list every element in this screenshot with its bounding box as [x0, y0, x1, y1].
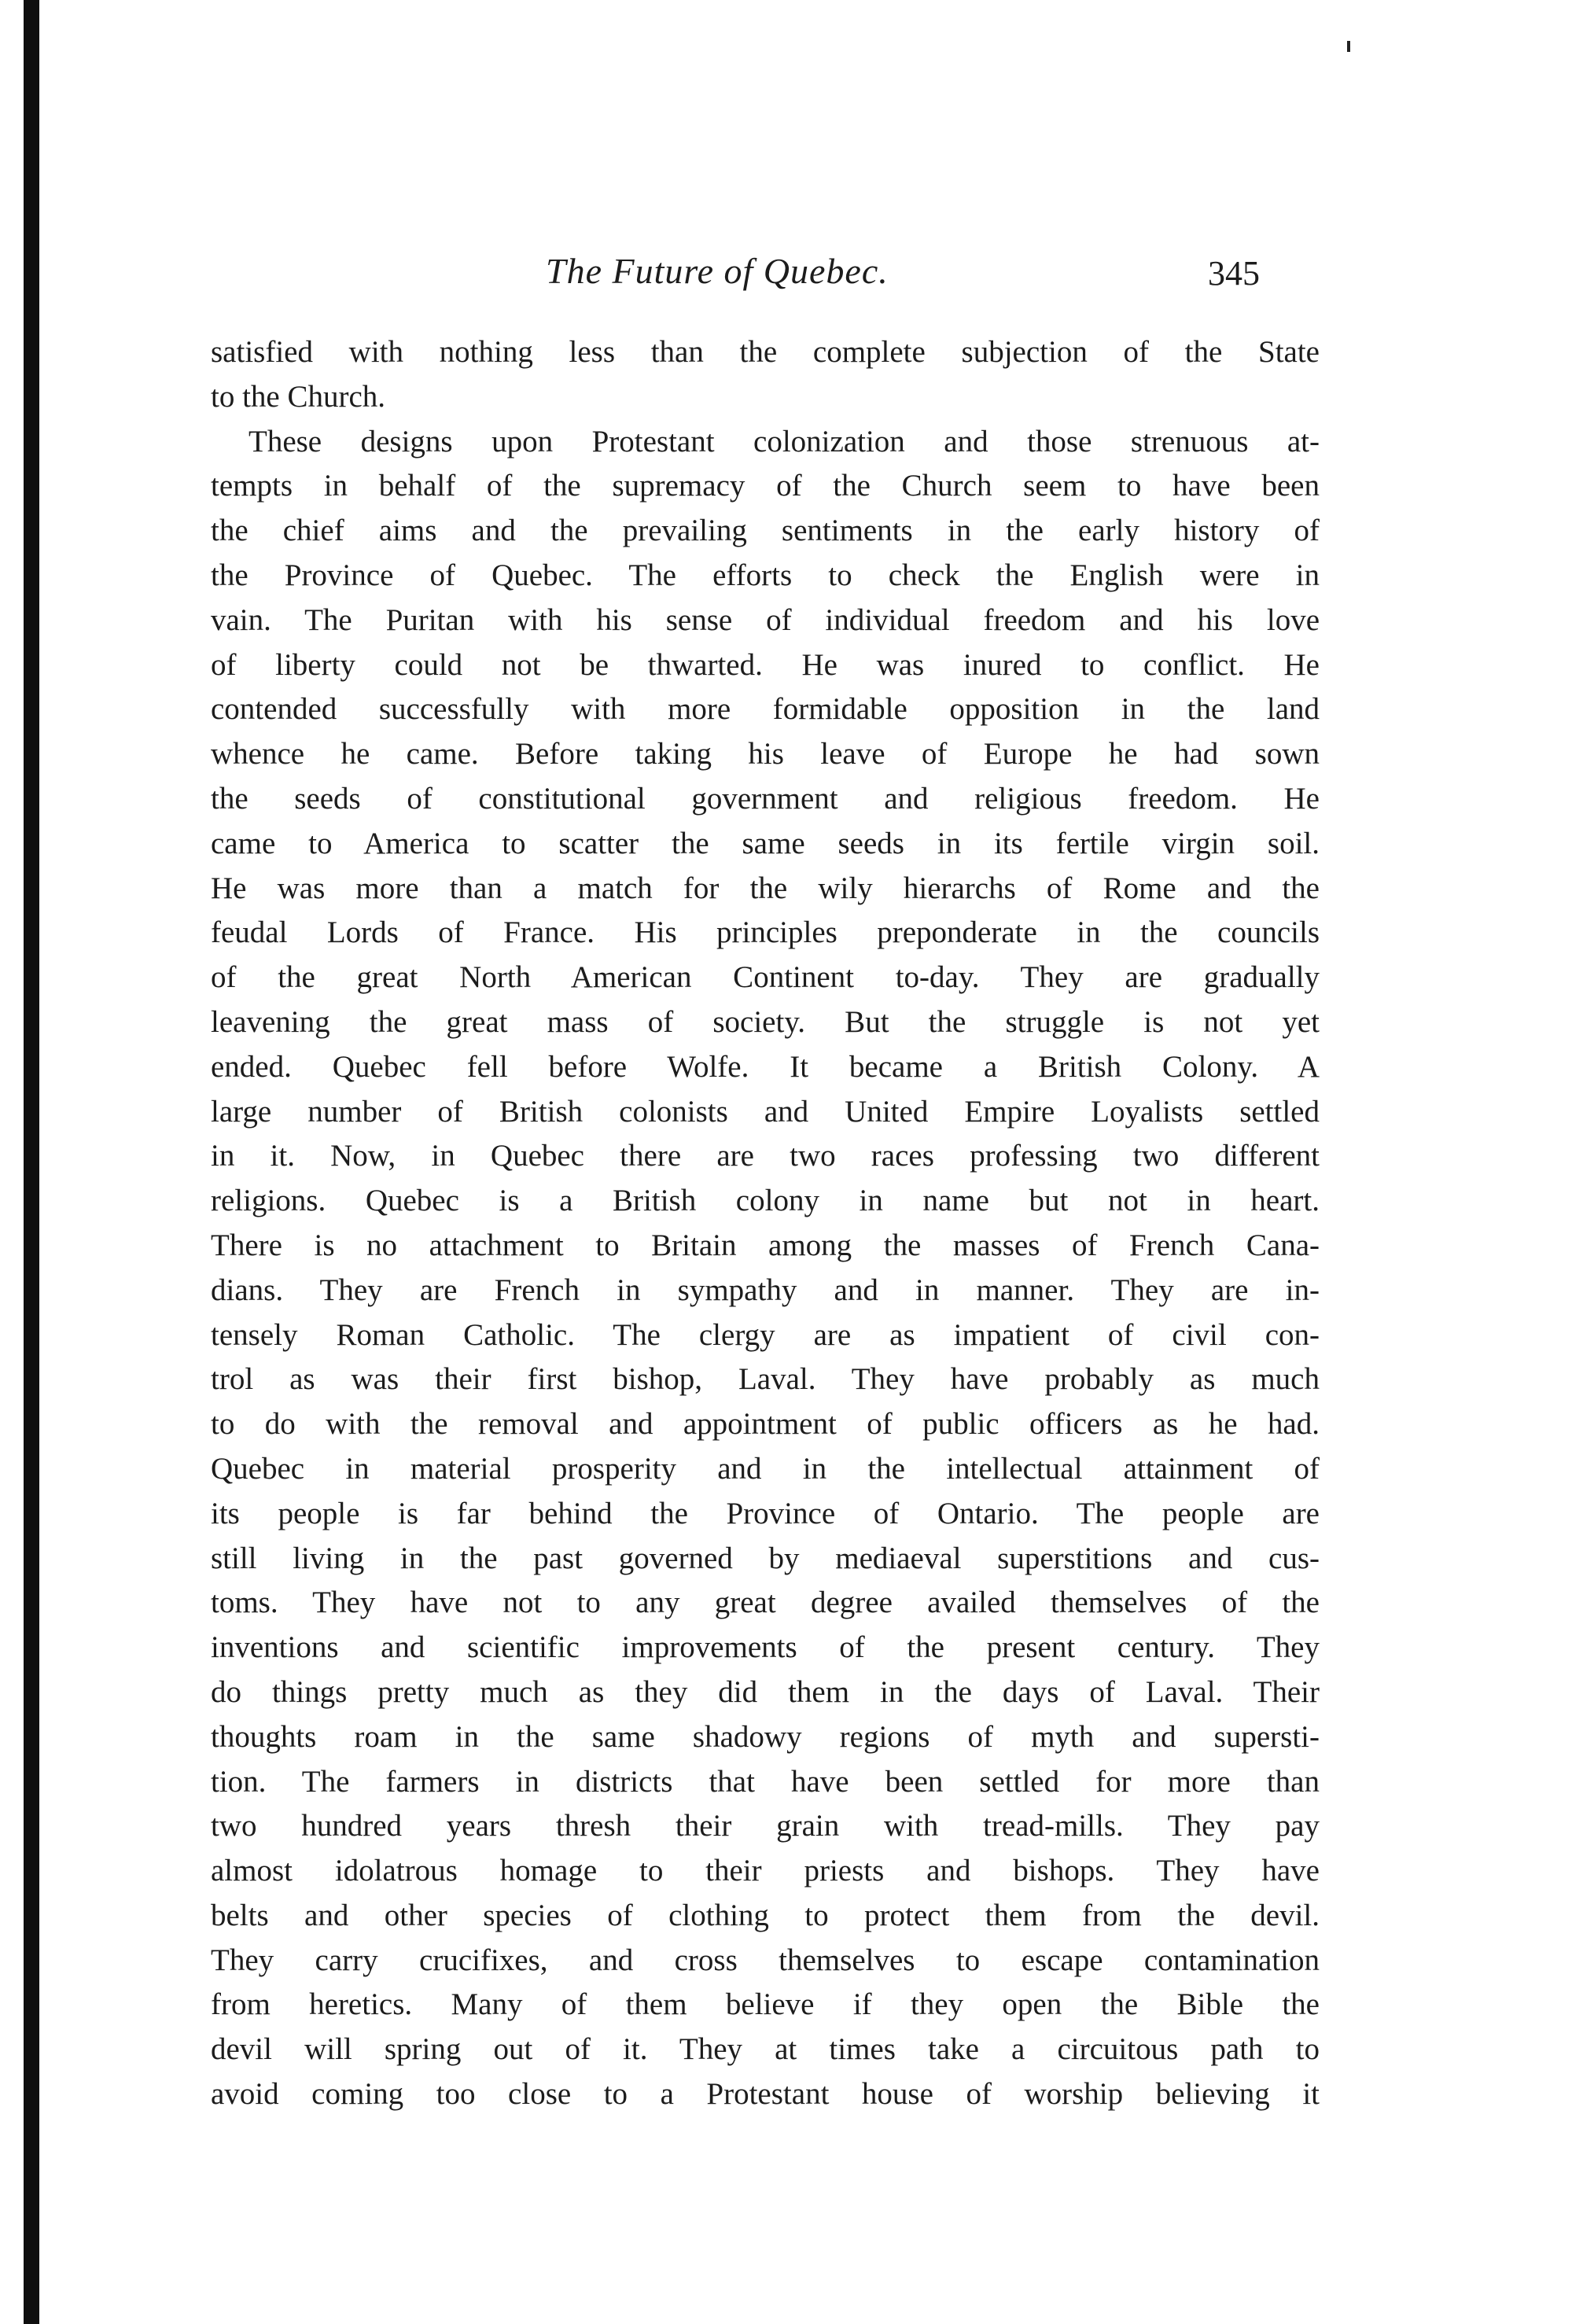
text-line: belts and other species of clothing to protect them from the devil. — [211, 1898, 1320, 1932]
text-line: avoid coming too close to a Protestant house of worship believing it — [211, 2077, 1320, 2112]
text-line: tensely Roman Catholic. The clergy are as impatient of civil con- — [211, 1317, 1320, 1352]
text-line: These designs upon Protestant colonization and those strenuous at- — [248, 424, 1320, 459]
text-line: They carry crucifixes, and cross themselves to escape contamination — [211, 1943, 1320, 1977]
text-line: religions. Quebec is a British colony in name but not in heart. — [211, 1184, 1320, 1218]
text-line: toms. They have not to any great degree availed themselves of the — [211, 1586, 1320, 1620]
text-line: There is no attachment to Britain among the masses of French Cana- — [211, 1228, 1320, 1262]
text-line: trol as was their first bishop, Laval. They have probably as much — [211, 1362, 1320, 1397]
text-line: vain. The Puritan with his sense of individual freedom and his love — [211, 602, 1320, 637]
text-line: the Province of Quebec. The efforts to check the English were in — [211, 558, 1320, 592]
text-line: of liberty could not be thwarted. He was inured to conflict. He — [211, 647, 1320, 682]
text-line: whence he came. Before taking his leave of Europe he had sown — [211, 737, 1320, 772]
text-line: in it. Now, in Quebec there are two races professing two different — [211, 1139, 1320, 1173]
text-line: from heretics. Many of them believe if they open the Bible the — [211, 1987, 1320, 2022]
text-line: He was more than a match for the wily hierarchs of Rome and the — [211, 871, 1320, 905]
text-line: the seeds of constitutional government and religious freedom. He — [211, 781, 1320, 816]
text-line: still living in the past governed by mediaeval superstitions and cus- — [211, 1541, 1320, 1575]
text-line: to the Church. — [211, 379, 386, 414]
page-number: 345 — [1208, 254, 1260, 293]
text-line: leavening the great mass of society. But the struggle is not yet — [211, 1004, 1320, 1039]
text-line: satisfied with nothing less than the complete subjection of the State — [211, 335, 1320, 369]
text-line: to do with the removal and appointment of public officers as he had. — [211, 1407, 1320, 1442]
text-line: thoughts roam in the same shadowy regions of myth and supersti- — [211, 1719, 1320, 1754]
scan-speck — [1347, 41, 1350, 52]
text-line: feudal Lords of France. His principles preponderate in the councils — [211, 915, 1320, 950]
text-line: inventions and scientific improvements of the present century. They — [211, 1630, 1320, 1665]
running-head — [211, 250, 1320, 305]
text-line: the chief aims and the prevailing sentiments in the early history of — [211, 514, 1320, 548]
text-line: of the great North American Continent to-day. They are gradually — [211, 960, 1320, 995]
text-line: came to America to scatter the same seeds in its fertile virgin soil. — [211, 826, 1320, 860]
running-title: The Future of Quebec. — [546, 251, 889, 291]
scan-binding-edge — [24, 0, 39, 2324]
text-line: ended. Quebec fell before Wolfe. It became a British Colony. A — [211, 1049, 1320, 1084]
text-line: tempts in behalf of the supremacy of the Church seem to have been — [211, 469, 1320, 503]
text-line: Quebec in material prosperity and in the intellectual attainment of — [211, 1451, 1320, 1486]
text-line: devil will spring out of it. They at times take a circuitous path to — [211, 2032, 1320, 2067]
text-line: its people is far behind the Province of Ontario. The people are — [211, 1496, 1320, 1530]
text-line: large number of British colonists and United Empire Loyalists settled — [211, 1094, 1320, 1129]
body-text — [211, 330, 1320, 2117]
text-line: do things pretty much as they did them in the days of Laval. Their — [211, 1674, 1320, 1709]
text-line: tion. The farmers in districts that have been settled for more than — [211, 1764, 1320, 1799]
text-line: almost idolatrous homage to their priests and bishops. They have — [211, 1854, 1320, 1888]
text-line: two hundred years thresh their grain with tread-mills. They pay — [211, 1809, 1320, 1843]
text-line: contended successfully with more formidable opposition in the land — [211, 692, 1320, 727]
text-line: dians. They are French in sympathy and in manner. They are in- — [211, 1272, 1320, 1307]
